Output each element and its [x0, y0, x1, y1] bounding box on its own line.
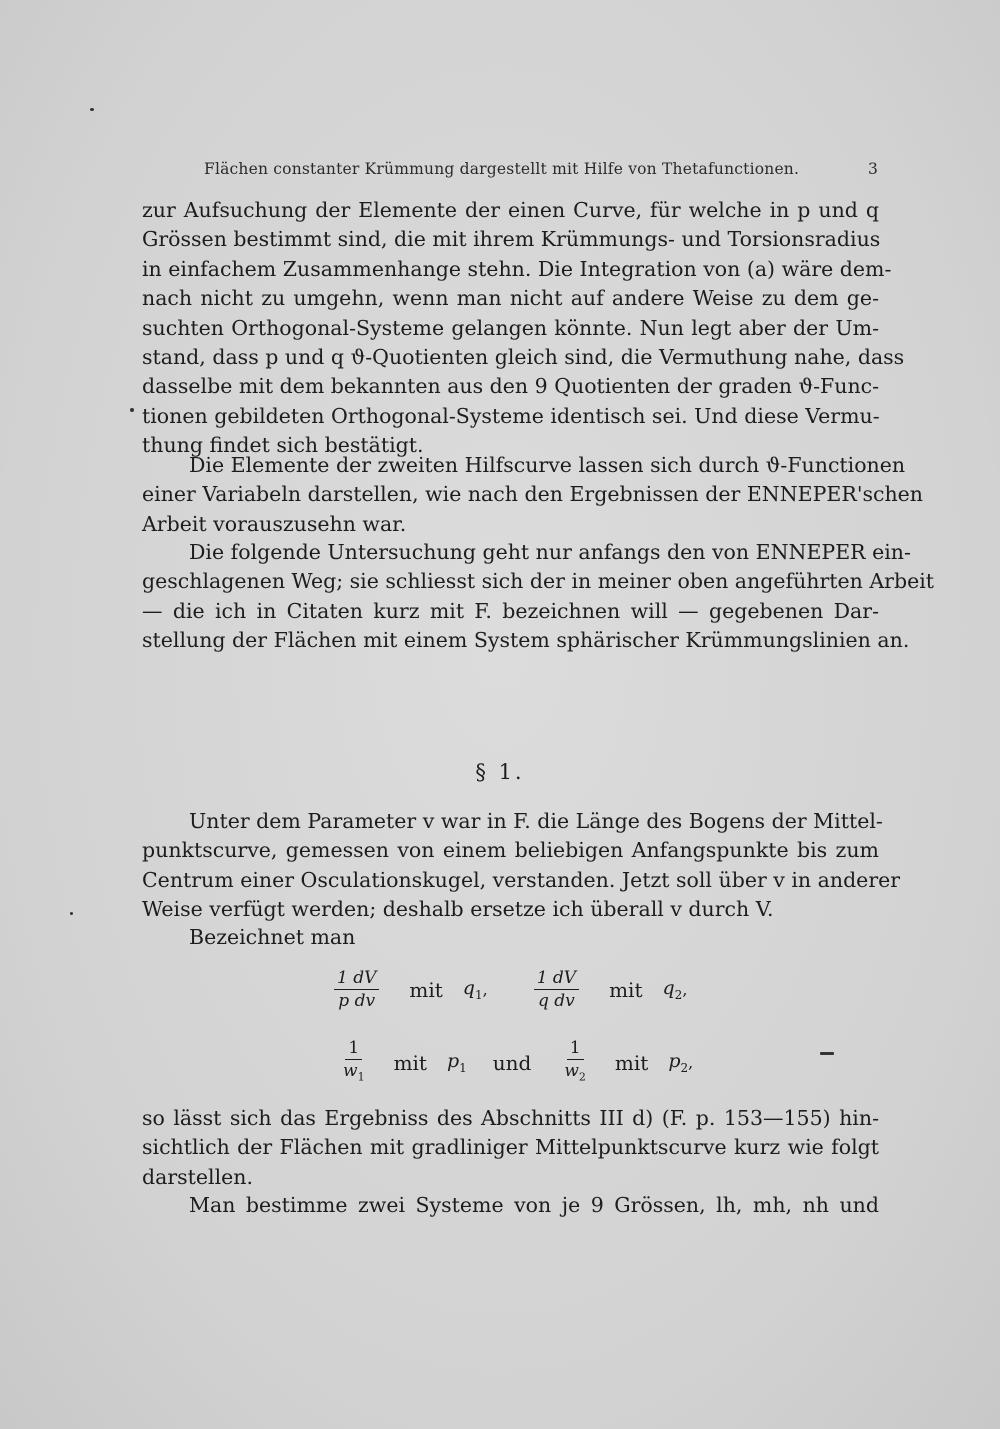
fraction: $\frac{1}{w_2}$ [564, 1038, 586, 1084]
fraction: $\frac{1}{w_1}$ [343, 1038, 365, 1084]
math-variable: $p_1$ [446, 1050, 467, 1076]
text-line: Arbeit vorauszusehn war. [142, 511, 407, 536]
paragraph-1 [142, 196, 905, 461]
math-variable: $q_2$ [662, 977, 683, 1002]
scan-speck [820, 1052, 834, 1055]
text-line: sichtlich der Flächen mit gradliniger Mittelpunktscurve kurz wie folgt [142, 1135, 879, 1160]
text-line: Grössen bestimmt sind, die mit ihrem Krümmungs- und Torsionsradius [142, 227, 881, 252]
text-line: suchten Orthogonal-Systeme gelangen könnte. Nun legt aber der Um- [142, 315, 879, 340]
comma: , [688, 1053, 694, 1073]
text-line: Weise verfügt werden; deshalb ersetze ich überall v durch V. [142, 897, 774, 922]
fraction: $\frac{1 dV}{\text{p dv}}$ [334, 968, 379, 1011]
text-line: Man bestimme zwei Systeme von je 9 Grössen, lh, mh, nh und [189, 1193, 879, 1217]
scan-speck [130, 408, 134, 412]
text-mit: mit [614, 1050, 649, 1075]
text-line: nach nicht zu umgehn, wenn man nicht auf andere Weise zu dem ge- [142, 286, 879, 311]
paragraph-4 [142, 807, 901, 925]
paragraph-5 [142, 923, 879, 952]
text-line: Centrum einer Osculationskugel, verstanden. Jetzt soll über v in anderer [142, 867, 901, 892]
paragraph-6 [142, 1104, 879, 1192]
scan-speck [70, 912, 73, 915]
text-line: einer Variabeln darstellen, wie nach den Ergebnissen der ENNEPER'schen [142, 482, 923, 507]
math-variable: $p_2$ [668, 1050, 689, 1076]
text-line: so lässt sich das Ergebniss des Abschnitts III d) (F. p. 153—155) hin- [142, 1106, 879, 1130]
text-mit: mit [393, 1050, 427, 1075]
text-line: thung findet sich bestätigt. [142, 433, 424, 458]
text-line: zur Aufsuchung der Elemente der einen Curve, für welche in p und q [142, 198, 879, 222]
formula-2 [340, 1038, 693, 1087]
text-line: tionen gebildeten Orthogonal-Systeme identisch sei. Und diese Vermu- [142, 403, 880, 428]
fraction: $\frac{1 dV}{\text{q dv}}$ [534, 968, 579, 1011]
formula-1 [334, 968, 687, 1011]
text-mit: mit [609, 977, 643, 1002]
text-line: stellung der Flächen mit einem System sphärischer Krümmungslinien an. [142, 628, 910, 653]
paragraph-3 [142, 538, 935, 656]
text-line: in einfachem Zusammenhange stehn. Die Integration von (a) wäre dem- [142, 256, 892, 281]
text-line: — die ich in Citaten kurz mit F. bezeichnen will — gegebenen Dar- [142, 598, 879, 623]
scan-speck [90, 108, 94, 111]
text-line: Unter dem Parameter v war in F. die Länge des Bogens der Mittel- [189, 809, 883, 833]
text-line: darstellen. [142, 1164, 253, 1189]
text-line: Bezeichnet man [189, 925, 356, 949]
running-header [204, 160, 878, 178]
text-und: und [492, 1050, 532, 1075]
section-heading: § 1. [475, 760, 525, 784]
comma: , [482, 980, 488, 999]
text-line: Die folgende Untersuchung geht nur anfangs den von ENNEPER ein- [189, 540, 911, 564]
text-line: Die Elemente der zweiten Hilfscurve lassen sich durch ϑ-Functionen [189, 453, 906, 477]
text-line: punktscurve, gemessen von einem beliebigen Anfangspunkte bis zum [142, 838, 879, 863]
page-number: 3 [867, 160, 878, 178]
math-variable: $q_1$ [462, 977, 483, 1002]
running-title: Flächen constanter Krümmung dargestellt mit Hilfe von Thetafunctionen. [204, 160, 800, 178]
paragraph-7 [142, 1191, 879, 1220]
text-mit: mit [409, 977, 443, 1002]
paragraph-2 [142, 451, 923, 539]
text-line: geschlagenen Weg; sie schliesst sich der in meiner oben angeführten Arbeit [142, 569, 935, 594]
text-line: dasselbe mit dem bekannten aus den 9 Quotienten der graden ϑ-Func- [142, 374, 880, 399]
comma: , [682, 980, 688, 999]
text-line: stand, dass p und q ϑ-Quotienten gleich sind, die Vermuthung nahe, dass [142, 345, 905, 370]
